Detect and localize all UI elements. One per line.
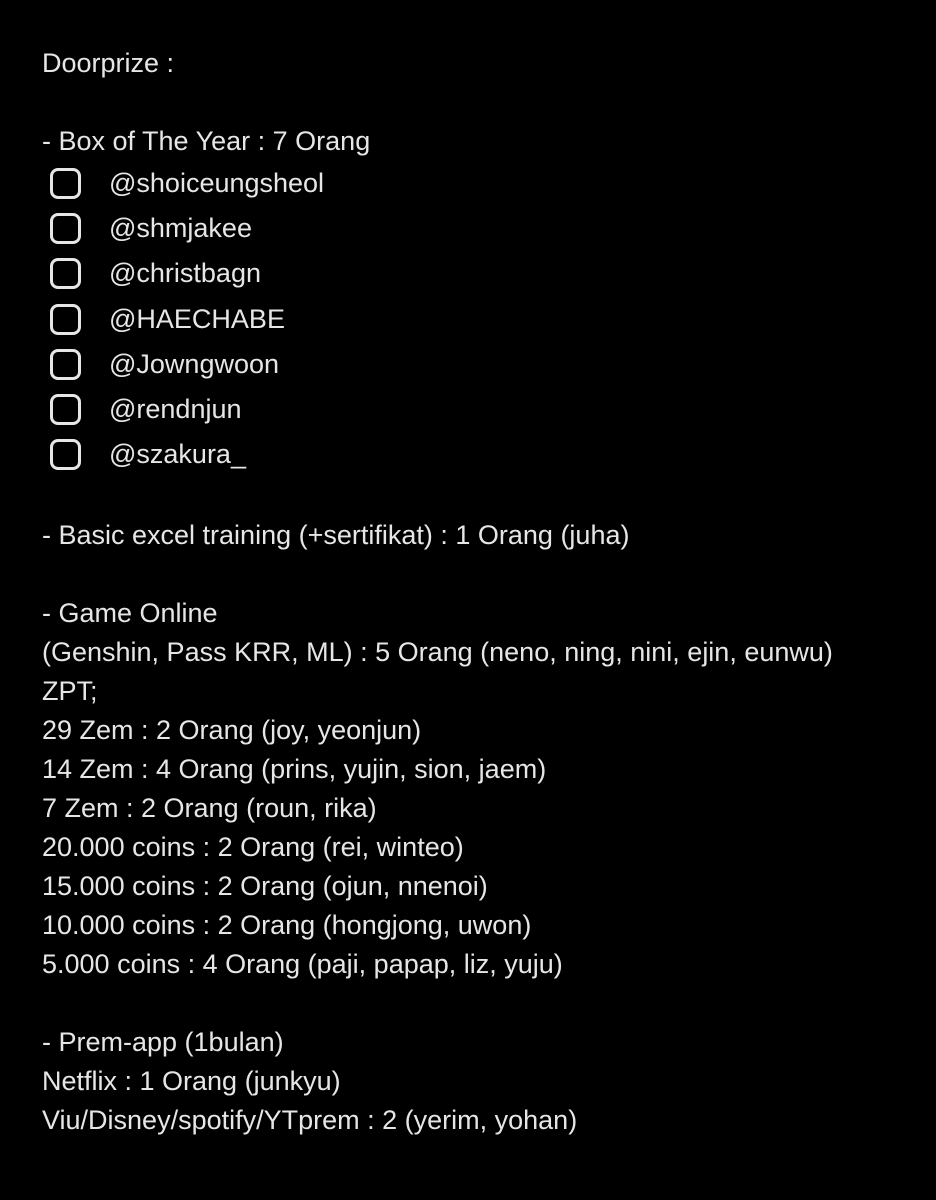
prem-app-line: Viu/Disney/spotify/YTprem : 2 (yerim, yohan) <box>42 1105 578 1136</box>
game-prize-line: 20.000 coins : 2 Orang (rei, winteo) <box>42 832 464 863</box>
winner-handle: @szakura_ <box>109 439 246 470</box>
blank-line <box>42 477 922 516</box>
game-prize-line: 15.000 coins : 2 Orang (ojun, nnenoi) <box>42 871 488 902</box>
box-winners-checklist <box>42 161 922 477</box>
checklist-item <box>42 251 922 296</box>
game-prize-line: ZPT; <box>42 676 98 707</box>
winner-handle: @christbagn <box>109 258 261 289</box>
empty-checkbox-icon[interactable] <box>50 394 81 425</box>
winner-handle: @Jowngwoon <box>109 348 280 379</box>
prem-app-heading: - Prem-app (1bulan) <box>42 1027 284 1058</box>
empty-checkbox-icon[interactable] <box>50 439 81 470</box>
note-title: Doorprize : <box>42 48 175 78</box>
empty-checkbox-icon[interactable] <box>50 349 81 380</box>
blank-line <box>42 83 922 122</box>
game-prize-line: 10.000 coins : 2 Orang (hongjong, uwon) <box>42 910 532 941</box>
winner-handle: @shmjakee <box>109 213 252 244</box>
empty-checkbox-icon[interactable] <box>50 304 81 335</box>
checklist-item <box>42 432 922 477</box>
blank-line <box>42 984 922 1023</box>
empty-checkbox-icon[interactable] <box>50 258 81 289</box>
checklist-item <box>42 206 922 251</box>
game-prize-line: 5.000 coins : 4 Orang (paji, papap, liz, yuju) <box>42 949 563 980</box>
checklist-item <box>42 297 922 342</box>
game-online-heading: - Game Online <box>42 598 218 629</box>
prem-app-line: Netflix : 1 Orang (junkyu) <box>42 1066 341 1097</box>
winner-handle: @HAECHABE <box>109 303 285 334</box>
game-prize-line: 7 Zem : 2 Orang (roun, rika) <box>42 793 377 824</box>
note-document <box>42 44 922 1140</box>
blank-line <box>42 555 922 594</box>
excel-training-line: - Basic excel training (+sertifikat) : 1 Orang (juha) <box>42 520 630 551</box>
empty-checkbox-icon[interactable] <box>50 168 81 199</box>
checklist-item <box>42 161 922 206</box>
empty-checkbox-icon[interactable] <box>50 213 81 244</box>
winner-handle: @rendnjun <box>109 394 242 425</box>
game-prize-line: 14 Zem : 4 Orang (prins, yujin, sion, jaem) <box>42 754 547 785</box>
box-of-the-year-heading: - Box of The Year : 7 Orang <box>42 126 371 156</box>
checklist-item <box>42 387 922 432</box>
checklist-item <box>42 342 922 387</box>
game-prize-line: 29 Zem : 2 Orang (joy, yeonjun) <box>42 715 422 746</box>
winner-handle: @shoiceungsheol <box>109 168 325 199</box>
game-prize-line: (Genshin, Pass KRR, ML) : 5 Orang (neno, ning, nini, ejin, eunwu) <box>42 637 833 668</box>
